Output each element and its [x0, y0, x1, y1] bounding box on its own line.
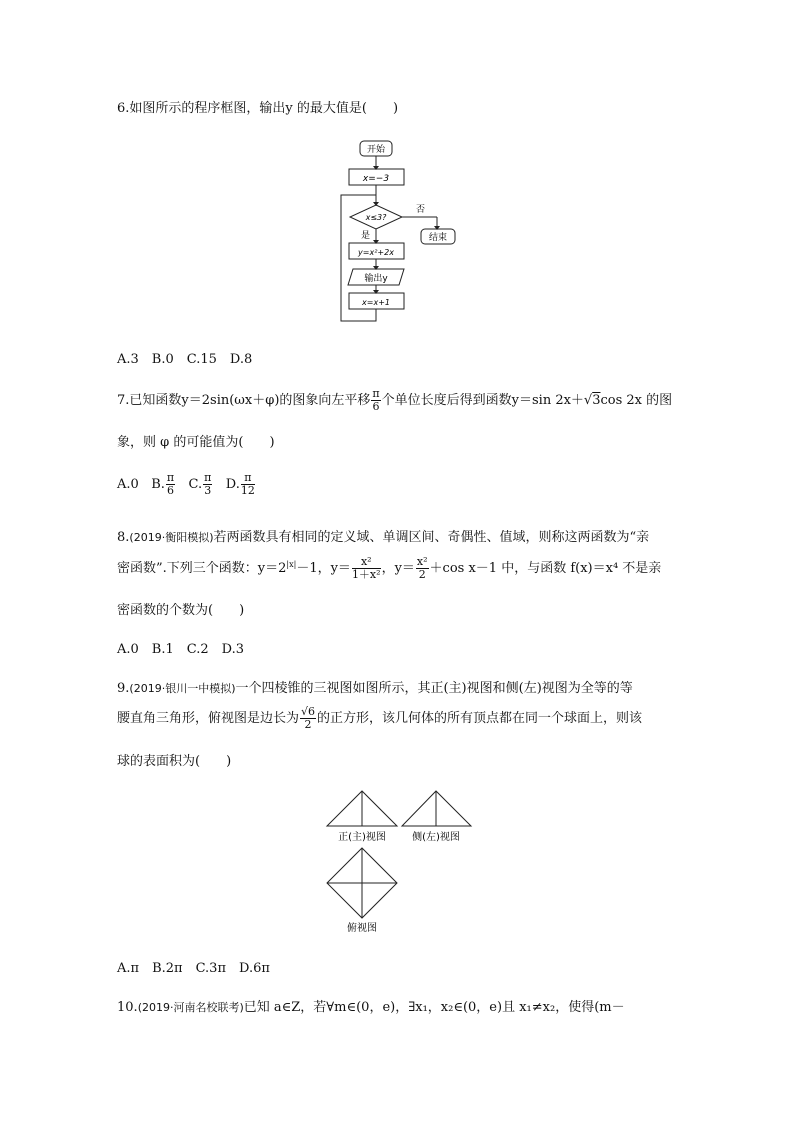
- q9-line3: 球的表面积为( ): [117, 754, 232, 769]
- q6-text: 6.如图所示的程序框图，输出y 的最大值是( ): [117, 101, 399, 116]
- q9-line2: 腰直角三角形，俯视图是边长为 $\frac{√6}{2}$ 的正方形，该几何体的所有顶点都在同一个球面上，则该: [117, 705, 643, 732]
- top-view-square: [327, 848, 397, 918]
- flow-incr-label: x=x+1: [362, 298, 390, 307]
- q7-shift-fraction: $\frac{\pi}{6}$: [372, 387, 380, 414]
- q8-line3: 密函数的个数为( ): [117, 603, 245, 618]
- q6-flowchart: [0, 0, 794, 340]
- q8-source: (2019·衡阳模拟): [129, 531, 214, 544]
- q7-option-a: A.0: [117, 477, 139, 493]
- q7-part2: 个单位长度后得到函数y＝sin 2x＋: [381, 393, 584, 409]
- flow-init-label: x=−3: [362, 174, 390, 184]
- q7-sqrt3: 3: [592, 393, 601, 409]
- flow-assign-label: y=x²+2x: [358, 248, 394, 257]
- q9-line1: 9.(2019·银川一中模拟)一个四棱锥的三视图如图所示，其正(主)视图和侧(左)视图为全等的等: [117, 681, 633, 696]
- q10-line1: 10.(2019·河南名校联考)已知 a∈Z，若∀m∈(0，e)，∃x₁，x₂∈(0，e)且 x₁≠x₂，使得(m－: [117, 1000, 625, 1015]
- q7-option-c: C.: [188, 477, 203, 493]
- flow-start-label: 开始: [366, 145, 386, 155]
- side-view-triangle: [402, 791, 471, 826]
- q7-line1: 7.已知函数y＝2sin(ωx＋φ)的图象向左平移 $\frac{\pi}{6}$ 个单位长度后得到函数y＝sin 2x＋√3cos 2x 的图: [117, 387, 673, 414]
- front-view-label: 正(主)视图: [338, 832, 386, 843]
- q8-line1: 8.(2019·衡阳模拟)若两函数具有相同的定义域、单调区间、奇偶性、值域，则称这两函数为“亲: [117, 530, 650, 545]
- q7-options: A.0 B. $\frac{\pi}{6}$ C. $\frac{\pi}{3}$ D. $\frac{\pi}{12}$: [117, 471, 255, 498]
- q9-options: A.π B.2π C.3π D.6π: [117, 961, 270, 976]
- q7-part3: cos 2x 的图: [600, 393, 673, 409]
- flow-yes-label: 是: [361, 231, 371, 241]
- side-view-label: 侧(左)视图: [412, 832, 460, 843]
- flow-no-label: 否: [416, 205, 426, 215]
- q7-option-b: B.: [151, 477, 165, 493]
- q6-options: A.3 B.0 C.15 D.8: [117, 352, 253, 367]
- q7-part1: 7.已知函数y＝2sin(ωx＋φ)的图象向左平移: [117, 393, 371, 409]
- q10-source: (2019·河南名校联考): [137, 1001, 244, 1014]
- q8-line2: 密函数”.下列三个函数：$y=2^{|x|}-1$，y＝ $\frac{\text{x²}}{\text{1＋x²}}$ ，y＝ $\frac{\text{x²}}{2}$ ＋cos x－1 中，与函数 f(x)＝x⁴ 不是亲: [117, 555, 662, 582]
- flow-end-label: 结束: [428, 233, 448, 243]
- front-view-triangle: [327, 791, 397, 826]
- q7-line2: 象，则 φ 的可能值为( ): [117, 435, 275, 450]
- flow-output-label: 输出y: [364, 274, 388, 284]
- q7-option-d: D.: [225, 477, 240, 493]
- flow-condition-label: x≤3?: [365, 213, 387, 222]
- top-view-label: 俯视图: [347, 923, 377, 934]
- q9-source: (2019·银川一中模拟): [129, 682, 236, 695]
- q8-options: A.0 B.1 C.2 D.3: [117, 642, 244, 657]
